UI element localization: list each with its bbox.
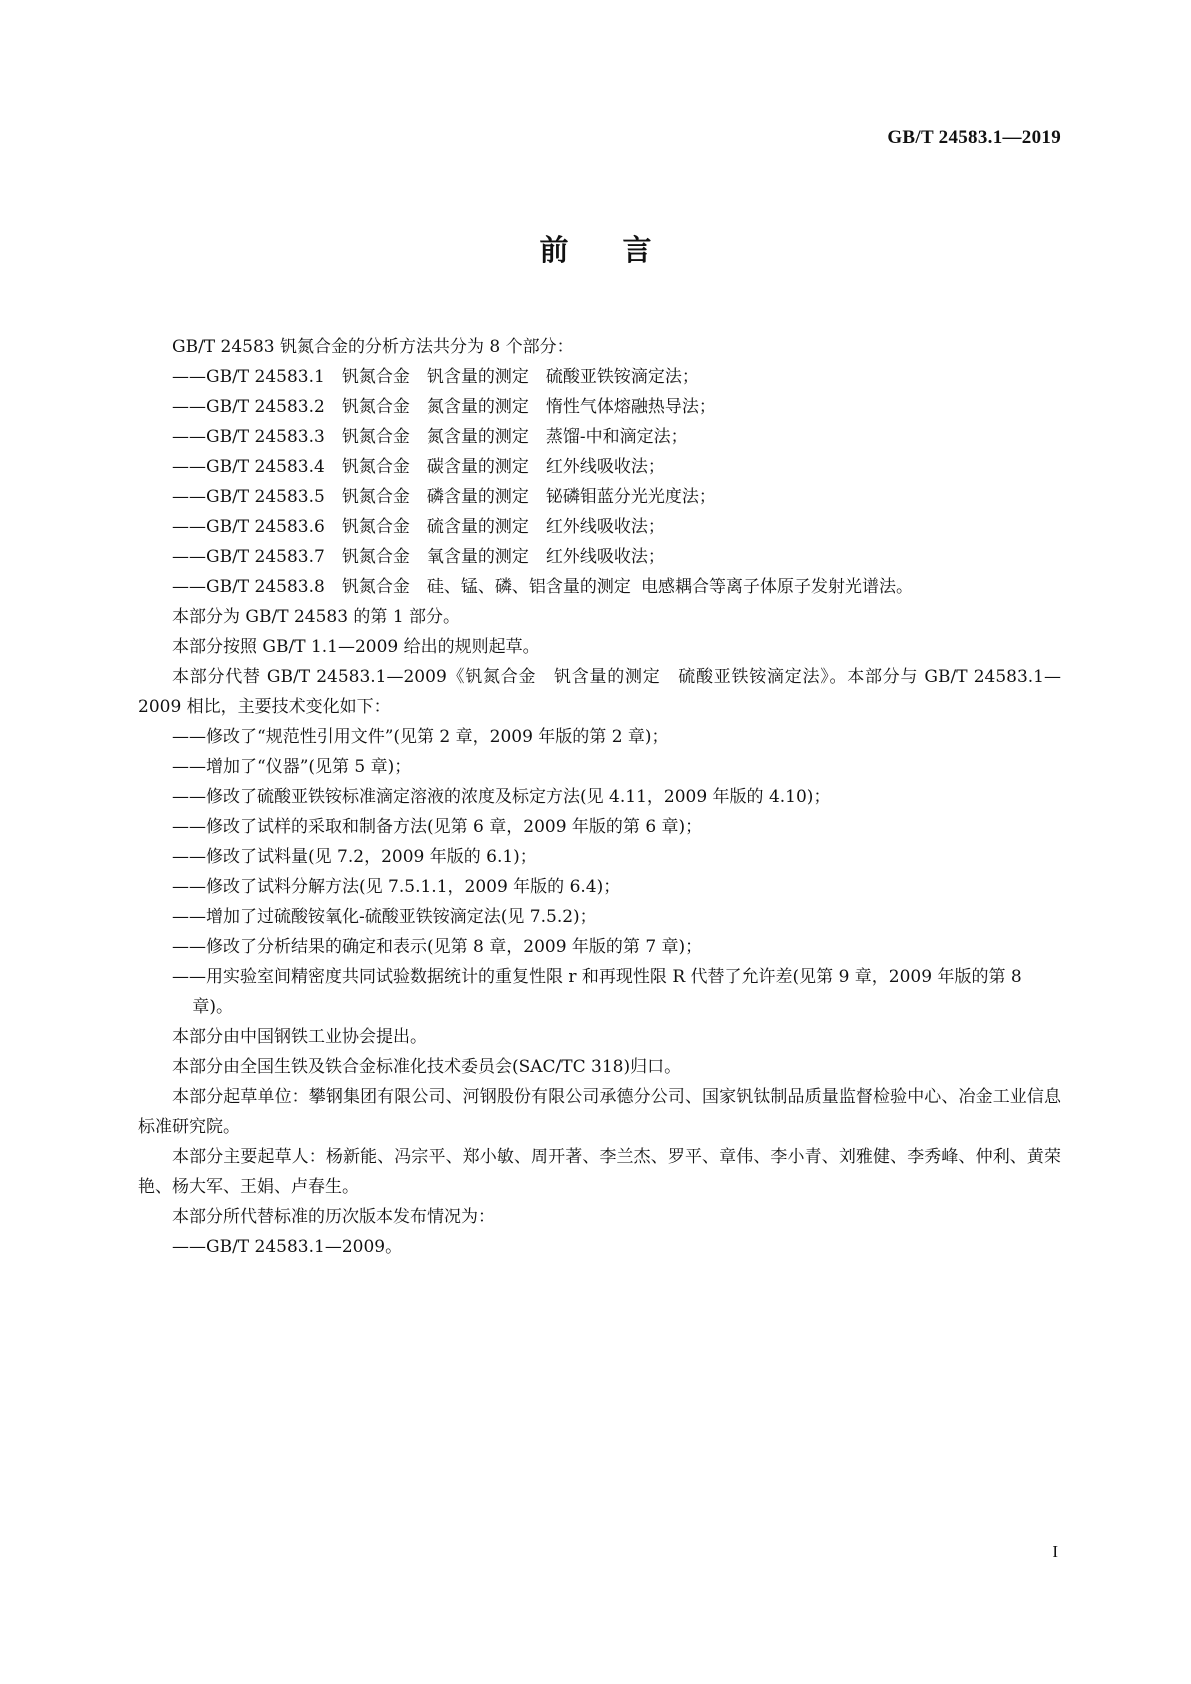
- page-number: I: [1052, 1542, 1058, 1561]
- list-item: ——GB/T 24583.7 钒氮合金 氧含量的测定 红外线吸收法；: [172, 547, 665, 567]
- drafting-rules-paragraph: 本部分按照 GB/T 1.1—2009 给出的规则起草。: [172, 637, 540, 657]
- list-item: ——增加了过硫酸铵氧化-硫酸亚铁铵滴定法(见 7.5.2)；: [172, 907, 597, 927]
- list-item: ——GB/T 24583.3 钒氮合金 氮含量的测定 蒸馏-中和滴定法；: [172, 427, 688, 447]
- list-item: ——增加了“仪器”(见第 5 章)；: [172, 757, 412, 777]
- list-item: ——修改了硫酸亚铁铵标准滴定溶液的浓度及标定方法(见 4.11，2009 年版的 4.10)；: [172, 787, 831, 807]
- page-title: 前言: [539, 233, 706, 267]
- list-item: ——修改了“规范性引用文件”(见第 2 章，2009 年版的第 2 章)；: [172, 727, 669, 747]
- committee-paragraph: 本部分由全国生铁及铁合金标准化技术委员会(SAC/TC 318)归口。: [172, 1057, 682, 1077]
- list-item: ——GB/T 24583.4 钒氮合金 碳含量的测定 红外线吸收法；: [172, 457, 665, 477]
- list-item: ——GB/T 24583.8 钒氮合金 硅、锰、磷、铝含量的测定 电感耦合等离子体原子发射光谱法。: [172, 577, 914, 597]
- foreword-body: [138, 332, 1061, 1262]
- standard-code: GB/T 24583.1—2019: [887, 127, 1061, 148]
- proposer-paragraph: 本部分由中国钢铁工业协会提出。: [172, 1027, 427, 1047]
- list-item: ——用实验室间精密度共同试验数据统计的重复性限 r 和再现性限 R 代替了允许差(见第 9 章，2009 年版的第 8 章)。: [172, 967, 1022, 1017]
- list-item: ——GB/T 24583.2 钒氮合金 氮含量的测定 惰性气体熔融热导法；: [172, 397, 716, 417]
- list-item: ——修改了试料量(见 7.2，2009 年版的 6.1)；: [172, 847, 537, 867]
- drafters-paragraph: 本部分主要起草人：杨新能、冯宗平、郑小敏、周开著、李兰杰、罗平、章伟、李小青、刘雅健、李秀峰、仲利、黄荣艳、杨大军、王娟、卢春生。: [138, 1147, 1061, 1197]
- intro-paragraph: GB/T 24583 钒氮合金的分析方法共分为 8 个部分：: [172, 337, 574, 357]
- list-item: ——GB/T 24583.1—2009。: [172, 1237, 403, 1257]
- list-item: ——修改了试样的采取和制备方法(见第 6 章，2009 年版的第 6 章)；: [172, 817, 703, 837]
- parts-list: [138, 362, 1061, 602]
- replacement-paragraph: 本部分代替 GB/T 24583.1—2009《钒氮合金 钒含量的测定 硫酸亚铁铵滴定法》。本部分与 GB/T 24583.1—2009 相比，主要技术变化如下：: [138, 667, 1061, 717]
- part-number-paragraph: 本部分为 GB/T 24583 的第 1 部分。: [172, 607, 461, 627]
- list-item: ——修改了分析结果的确定和表示(见第 8 章，2009 年版的第 7 章)；: [172, 937, 703, 957]
- list-item: ——修改了试料分解方法(见 7.5.1.1，2009 年版的 6.4)；: [172, 877, 621, 897]
- list-item: ——GB/T 24583.1 钒氮合金 钒含量的测定 硫酸亚铁铵滴定法；: [172, 367, 699, 387]
- list-item: ——GB/T 24583.6 钒氮合金 硫含量的测定 红外线吸收法；: [172, 517, 665, 537]
- drafting-units-paragraph: 本部分起草单位：攀钢集团有限公司、河钢股份有限公司承德分公司、国家钒钛制品质量监督检验中心、冶金工业信息标准研究院。: [138, 1087, 1061, 1137]
- history-paragraph: 本部分所代替标准的历次版本发布情况为：: [172, 1207, 495, 1227]
- list-item: ——GB/T 24583.5 钒氮合金 磷含量的测定 铋磷钼蓝分光光度法；: [172, 487, 716, 507]
- changes-list: [138, 722, 1061, 1022]
